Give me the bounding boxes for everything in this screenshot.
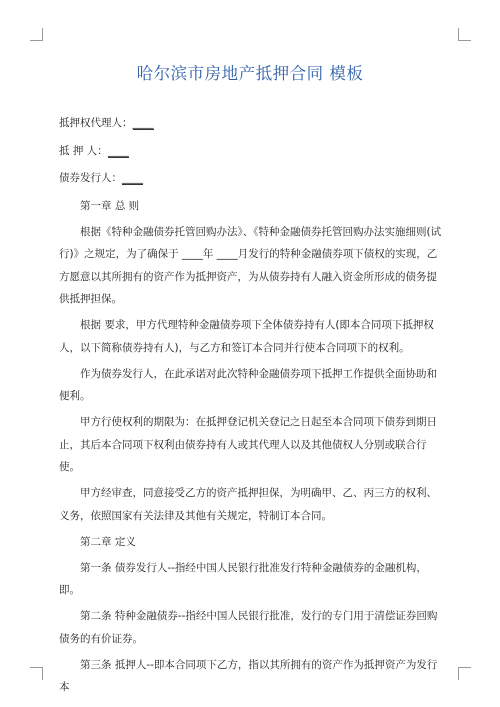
party-line-mortgagee-agent: [59, 112, 444, 135]
party-blank: ____: [122, 172, 143, 184]
article-2: 第二条 特种金融债券--指经中国人民银行批准，发行的专门用于清偿证券回购债务的有价证券。: [59, 610, 438, 645]
paragraph: 甲方经审查，同意接受乙方的资产抵押担保，为明确甲、乙、丙三方的权利、义务，依照国家有关法律及其他有关规定，特制订本合同。: [59, 487, 437, 522]
chapter-heading: 第二章 定义: [80, 535, 136, 548]
chapter-heading: 第一章 总 则: [80, 199, 140, 212]
party-blank: ____: [132, 117, 154, 129]
article-1: 第一条 债券发行人--指经中国人民银行批准发行特种金融债券的金融机构，即。: [59, 561, 427, 596]
document-title: 哈尔滨市房地产抵押合同 模板: [136, 64, 364, 83]
party-label: 债券发行人：: [59, 172, 122, 184]
article-3: 第三条 抵押人--即本合同项下乙方，指以其所拥有的资产作为抵押资产为发行本: [59, 658, 438, 693]
document-body: [59, 112, 444, 702]
party-label: 抵 押 人：: [59, 144, 108, 157]
party-label: 抵押权代理人：: [59, 117, 133, 129]
party-blank: ____: [107, 144, 129, 157]
paragraph: 根据 要求，甲方代理特种金融债券项下全体债券持有人(即本合同项下抵押权人，以下简称债券持有人)，与乙方和签订本合同并行使本合同项下的权利。: [59, 319, 434, 354]
paragraph: 甲方行使权利的期限为：在抵押登记机关登记之日起至本合同项下债券到期日止，其后本合同项下权利由债券持有人或其代理人以及其他债权人分别或联合行使。: [59, 416, 437, 473]
crop-mark-bottom-right: [458, 667, 471, 680]
paragraph: 作为债券发行人，在此承诺对此次特种金融债券项下抵押工作提供全面协助和便利。: [59, 367, 437, 402]
crop-mark-top-left: [30, 28, 43, 41]
crop-mark-top-right: [458, 28, 471, 41]
party-line-bond-issuer: [59, 167, 444, 190]
paragraph: 根据《特种金融债券托管回购办法》、《特种金融债券托管回购办法实施细则(试行)》之规定，为了确保于 ____年 ____月发行的特种金融债券项下债权的实现，乙方愿意以其所拥有的资产作为抵押资产，为从债券持有人融入资金所形成的债务提供抵押担保。: [59, 225, 442, 305]
crop-mark-bottom-left: [30, 667, 43, 680]
party-line-mortgagor: [59, 140, 444, 163]
